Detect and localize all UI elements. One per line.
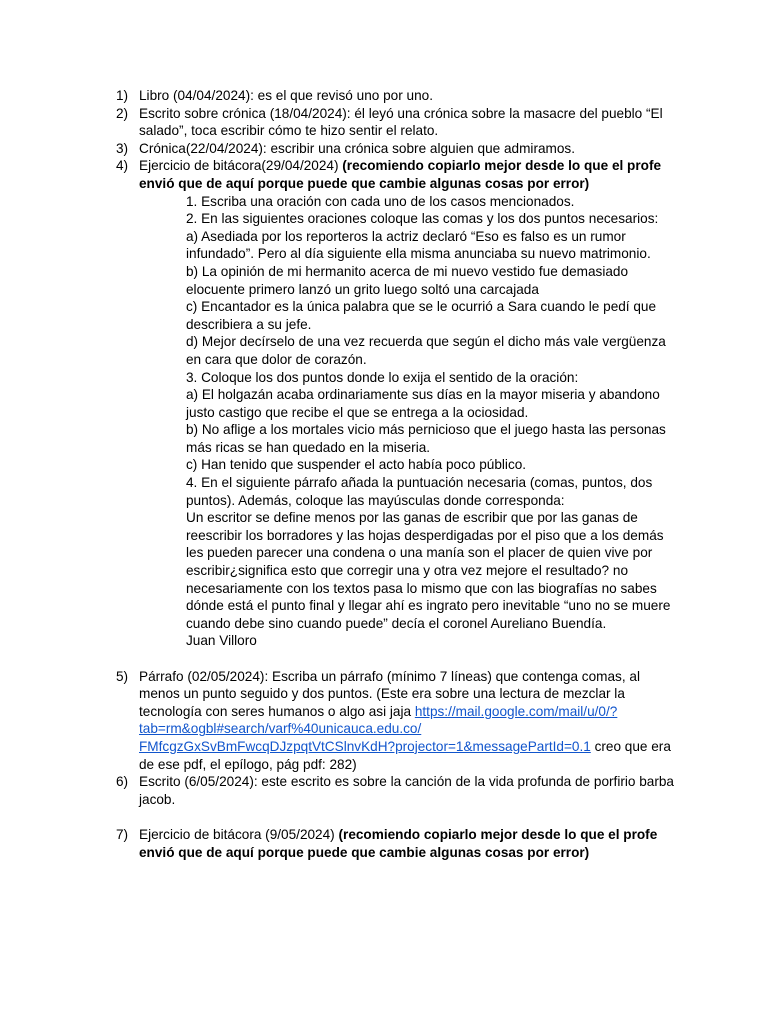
list-item-text: Crónica(22/04/2024): escribir una crónica sobre alguien que admiramos. xyxy=(139,140,575,156)
exercise-line: 2. En las siguientes oraciones coloque las comas y los dos puntos necesarios: xyxy=(186,211,659,227)
bold-note: (recomiendo copiarlo mejor desde lo que el profe envió que de aquí porque puede que cambie algunas cosas por error) xyxy=(139,826,658,860)
exercise-line: c) Han tenido que suspender el acto había poco público. xyxy=(186,457,527,473)
list-item-3 xyxy=(0,140,679,158)
list-number: 5) xyxy=(116,668,129,684)
exercise-line: 1. Escriba una oración con cada uno de los casos mencionados. xyxy=(186,193,575,209)
list-number: 3) xyxy=(116,140,129,156)
exercise-line: d) Mejor decírselo de una vez recuerda que según el dicho más vale vergüenza en cara que dolor de corazón. xyxy=(186,334,666,367)
list-item-text: Ejercicio de bitácora (9/05/2024) xyxy=(139,826,339,842)
exercise-line: a) El holgazán acaba ordinariamente sus días en la mayor miseria y abandono justo castigo que recibe el que se entrega a la ociosidad. xyxy=(186,387,660,420)
document-body xyxy=(0,87,768,861)
spacer xyxy=(0,650,768,668)
list-item-7 xyxy=(0,826,679,861)
list-item-text: Ejercicio de bitácora(29/04/2024) xyxy=(139,158,343,174)
exercise-line: b) No aflige a los mortales vicio más pernicioso que el juego hasta las personas más ricas se han quedado en la miseria. xyxy=(186,422,666,455)
exercise-line: 4. En el siguiente párrafo añada la puntuación necesaria (comas, puntos, dos puntos). Además, coloque las mayúsculas donde corresponda: xyxy=(186,475,653,508)
list-item-2 xyxy=(0,105,679,140)
list-number: 6) xyxy=(116,774,129,790)
list-item-1 xyxy=(0,87,679,105)
list-item-tail: creo que era de ese pdf, el epílogo, pág pdf: 282) xyxy=(139,738,671,772)
list-number: 2) xyxy=(116,105,129,121)
list-item-text: Escrito sobre crónica (18/04/2024): él leyó una crónica sobre la masacre del pueblo “El salado”, toca escribir cómo te hizo sentir el relato. xyxy=(139,105,663,139)
list-item-5 xyxy=(0,668,679,774)
list-item-6 xyxy=(0,773,679,808)
list-item-text: Escrito (6/05/2024): este escrito es sobre la canción de la vida profunda de porfirio barba jacob. xyxy=(139,774,674,807)
exercise-line: 3. Coloque los dos puntos donde lo exija el sentido de la oración: xyxy=(186,369,579,385)
link-part: https://mail.google.com/mail/u/0/? xyxy=(414,703,618,719)
list-item-text: Párrafo (02/05/2024): Escriba un párrafo (mínimo 7 líneas) que contenga comas, al menos un punto seguido y dos puntos. (Este era sobre una lectura de mezclar la tecnología con seres humanos o algo asi jaja xyxy=(139,668,640,719)
link-part: FMfcgzGxSvBmFwcqDJzpqtVtCSlnvKdH?projector=1&messagePartId=0.1 xyxy=(139,738,591,754)
exercise-line: b) La opinión de mi hermanito acerca de mi nuevo vestido fue demasiado elocuente primero lanzó un grito luego soltó una carcajada xyxy=(186,263,629,297)
list-item-text: Libro (04/04/2024): es el que revisó uno por uno. xyxy=(139,88,433,103)
list-number: 7) xyxy=(116,826,129,842)
bold-note: (recomiendo copiarlo mejor desde lo que el profe envió que de aquí porque puede que cambie algunas cosas por error) xyxy=(139,158,662,191)
exercise-paragraph: Un escritor se define menos por las ganas de escribir que por las ganas de reescribir los borradores y las hojas desperdigadas por el piso que a los demás les pueden parecer una condena o una manía son el placer de quien vive por escribir¿significa esto que corregir una y otra vez mejore el resultado? no necesariamente con los textos pasa lo mismo que con las biografías no sabes dónde está el punto final y llegar ahí es ingrato pero inevitable “uno no se muere cuando debe sino cuando puede” decía el coronel Aureliano Buendía. xyxy=(186,510,671,631)
link-part: tab=rm&ogbl#search/varf%40unicauca.edu.co/ xyxy=(139,721,422,737)
exercise-line: c) Encantador es la única palabra que se le ocurrió a Sara cuando le pedí que describiera a su jefe. xyxy=(186,299,657,332)
list-number: 4) xyxy=(116,158,129,174)
list-item-4 xyxy=(0,157,679,192)
exercise-line: a) Asediada por los reporteros la actriz declaró “Eso es falso es un rumor infundado”. Pero al día siguiente ella misma anunciaba su nuevo matrimonio. xyxy=(186,228,651,262)
exercise-author: Juan Villoro xyxy=(186,633,257,649)
list-number: 1) xyxy=(116,88,129,103)
spacer xyxy=(0,808,768,826)
